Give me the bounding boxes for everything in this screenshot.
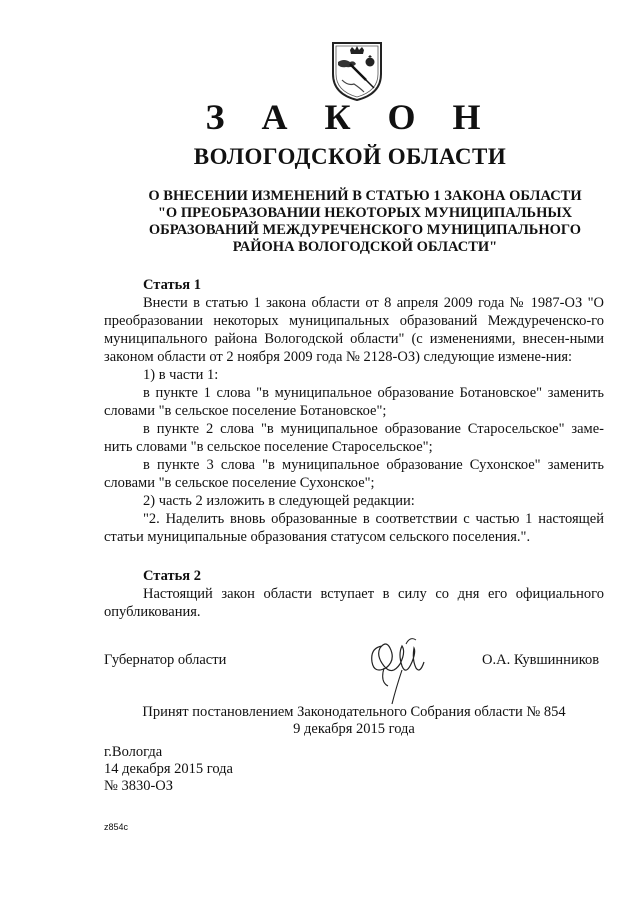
- adoption-date: 9 декабря 2015 года: [293, 721, 415, 737]
- signatory-position: Губернатор области: [104, 652, 227, 668]
- place-and-date: [104, 744, 233, 795]
- article-1-quote: "2. Наделить вновь образованные в соответствии с частью 1 настоящей статьи муниципальные образования статусом сельского поселения.".: [104, 511, 604, 545]
- article-1-point-1: в пункте 1 слова "в муниципальное образование Ботановское" заменить словами "в сельское поселение Ботановское";: [104, 385, 604, 419]
- city: г.Вологда: [104, 744, 163, 760]
- law-subtitle: [130, 188, 600, 256]
- subtitle-line: О ВНЕСЕНИИ ИЗМЕНЕНИЙ В СТАТЬЮ 1 ЗАКОНА ОБЛАСТИ: [148, 188, 582, 204]
- coat-of-arms-emblem: [330, 40, 384, 102]
- adoption-note: [104, 704, 604, 738]
- document-title: З А К О Н: [205, 97, 495, 137]
- article-1: [104, 276, 604, 546]
- handwritten-signature: [362, 626, 432, 708]
- law-number: № 3830-ОЗ: [104, 778, 174, 794]
- article-1-point-3: в пункте 3 слова "в муниципальное образование Сухонское" заменить словами "в сельское поселение Сухонское";: [104, 457, 604, 491]
- subtitle-line: РАЙОНА ВОЛОГОДСКОЙ ОБЛАСТИ": [232, 239, 498, 255]
- document-code: z854c: [104, 822, 129, 832]
- article-2: [104, 567, 604, 621]
- article-1-part-1: 1) в части 1:: [143, 367, 219, 383]
- article-1-point-2: в пункте 2 слова "в муниципальное образование Старосельское" заме-нить словами "в сельское поселение Старосельское";: [104, 421, 604, 455]
- article-1-heading: Статья 1: [143, 277, 201, 293]
- adoption-line: Принят постановлением Законодательного Собрания области № 854: [142, 704, 566, 720]
- subtitle-line: ОБРАЗОВАНИЙ МЕЖДУРЕЧЕНСКОГО МУНИЦИПАЛЬНОГО: [148, 222, 582, 238]
- article-2-text: Настоящий закон области вступает в силу со дня его официального опубликования.: [104, 586, 604, 620]
- article-1-part-2: 2) часть 2 изложить в следующей редакции:: [143, 493, 415, 509]
- region-title: ВОЛОГОДСКОЙ ОБЛАСТИ: [193, 144, 507, 169]
- article-2-heading: Статья 2: [143, 568, 201, 584]
- subtitle-line: "О ПРЕОБРАЗОВАНИИ НЕКОТОРЫХ МУНИЦИПАЛЬНЫХ: [157, 205, 573, 221]
- signing-date: 14 декабря 2015 года: [104, 761, 233, 777]
- article-1-intro: Внести в статью 1 закона области от 8 апреля 2009 года № 1987-ОЗ "О преобразовании некоторых муниципальных образований Междуреченско-го муниципального района Вологодской области" (с изменениями, внесен-ными законом области от 2 ноября 2009 года № 2128-ОЗ) следующие измене-ния:: [104, 295, 604, 365]
- signatory-name: О.А. Кувшинников: [482, 652, 600, 668]
